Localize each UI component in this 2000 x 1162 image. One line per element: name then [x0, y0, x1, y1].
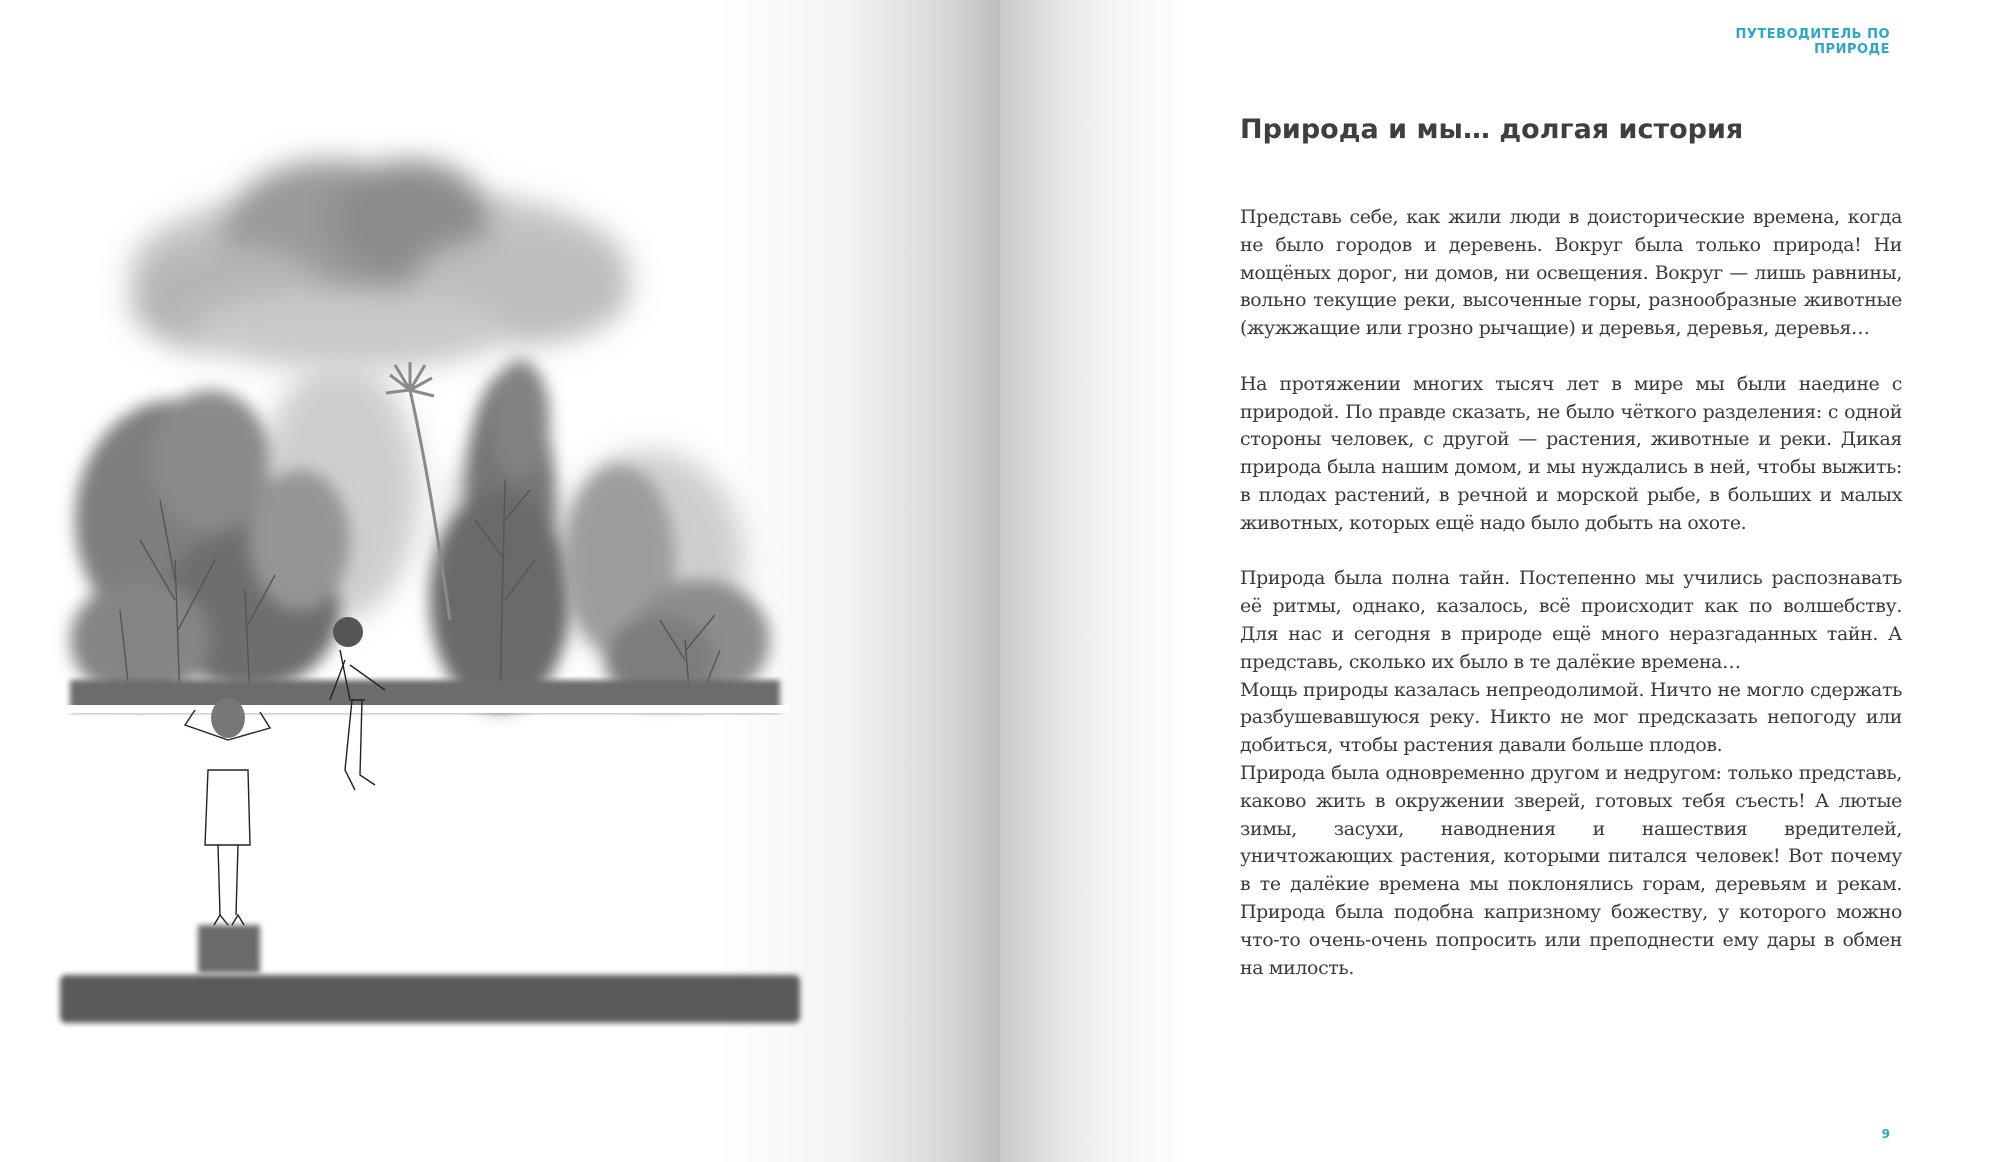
body-text [1240, 204, 1902, 982]
box [198, 925, 260, 973]
cloud [130, 160, 630, 370]
running-header: ПУТЕВОДИТЕЛЬ ПО ПРИРОДЕ [1735, 27, 1890, 57]
paragraph: Природа была одновременно другом и недругом: только представь, каково жить в окружении зверей, готовых тебя съесть! А лютые зимы, засухи, наводнения и нашествия вредителей, уничтожающих растения, которыми питался человек! Вот почему в те далёкие времена мы поклонялись горам, деревьям и рекам. Природа была подобна капризному божеству, у которого можно что-то очень-очень попросить или преподнести ему дары в обмен на милость. [1240, 761, 1902, 979]
girl-figure [185, 698, 270, 973]
paragraph: На протяжении многих тысяч лет в мире мы были наедине с природой. По правде сказать, не было чёткого разделения: с одной стороны человек, с другой — растения, животные и реки. Дикая природа была нашим домом, и мы нуждались в ней, чтобы выжить: в плодах растений, в речной и морской рыбе, в больших и малых животных, которых ещё надо было добыть на охоте. [1240, 372, 1902, 534]
chapter-title: Природа и мы… долгая история [1240, 114, 1744, 145]
paragraph: Природа была полна тайн. Постепенно мы учились распознавать её ритмы, однако, казалось, всё происходит как по волшебству. Для нас и сегодня в природе ещё много неразгаданных тайн. А представь, сколько их было в те далёкие времена… [1240, 567, 1902, 673]
page-number: 9 [1881, 1127, 1890, 1141]
paragraph: Представь себе, как жили люди в доисторические времена, когда не было городов и деревень. Вокруг была только природа! Ни мощёных дорог, ни домов, ни освещения. Вокруг — лишь равнины, вольно текущие реки, высоченные горы, разнообразные животные (жужжащие или грозно рычащие) и деревья, деревья, деревья… [1240, 206, 1902, 340]
ink-illustration-children-and-trees [40, 130, 820, 1030]
paragraph: Мощь природы казалась непреодолимой. Ничто не могло сдержать разбушевавшуюся реку. Никто не мог предсказать непогоду или добиться, чтобы растения давали больше плодов. [1240, 678, 1902, 757]
tall-tree [430, 360, 570, 710]
ground-shadow [60, 975, 800, 1023]
